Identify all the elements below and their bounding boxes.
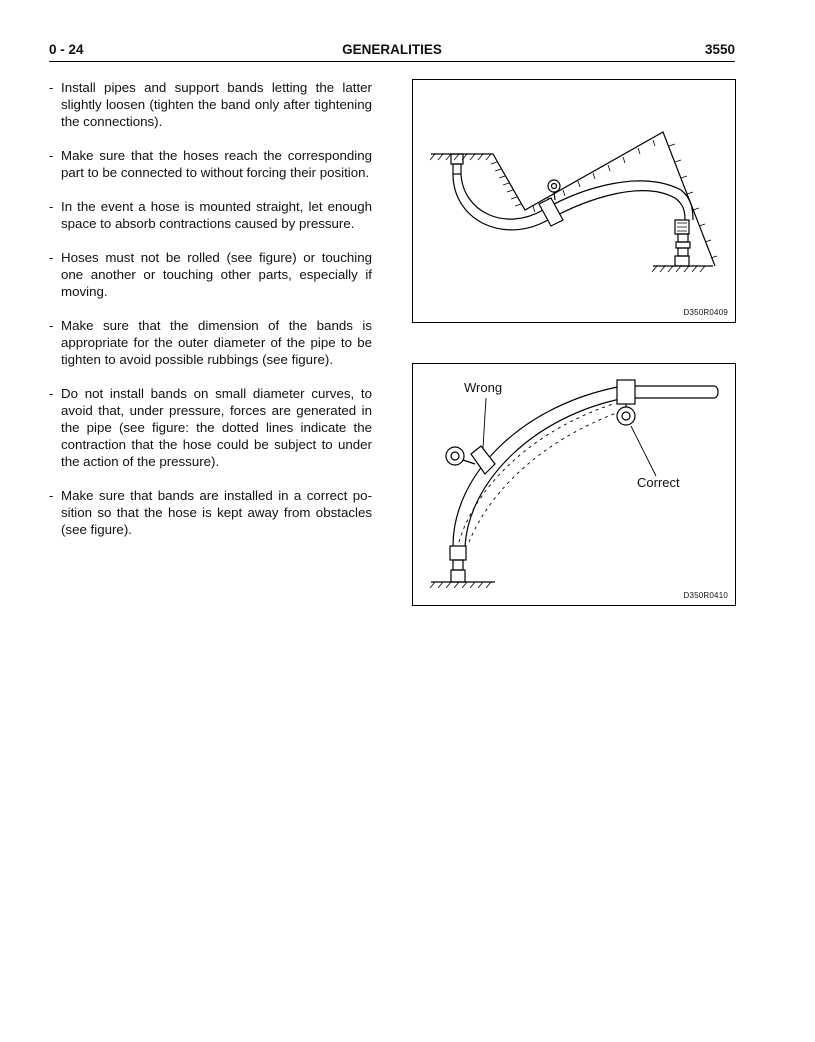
bullet-dash: - xyxy=(49,250,54,265)
band-position-drawing xyxy=(413,364,735,605)
instruction-item xyxy=(49,79,372,130)
bullet-dash: - xyxy=(49,488,54,503)
figure-code: D350R0410 xyxy=(683,591,728,600)
label-correct: Correct xyxy=(637,475,680,490)
bullet-dash: - xyxy=(49,199,54,214)
instruction-text: Do not install bands on small diameter curves, to avoid that, under pressure, forces are generated in the pipe (see figure: the dotted lines indicate the contraction that the hose could be subject to under the action of the pressure). xyxy=(61,386,372,469)
instruction-text: Install pipes and support bands letting the latter slightly loosen (tighten the band only after tightening the connections). xyxy=(61,80,372,129)
figure-code: D350R0409 xyxy=(683,308,728,317)
instruction-text: Make sure that the dimension of the bands is appropriate for the outer diameter of the pipe to be tighten to avoid possible rubbings (see figure). xyxy=(61,318,372,367)
page-number: 0 - 24 xyxy=(49,42,84,57)
model-number: 3550 xyxy=(704,42,735,57)
instruction-item xyxy=(49,249,372,300)
section-title: GENERALITIES xyxy=(342,42,442,57)
instruction-item xyxy=(49,385,372,470)
instruction-text: Make sure that the hoses reach the corresponding part to be connected to without forcing their position. xyxy=(61,148,372,180)
bullet-dash: - xyxy=(49,386,54,401)
instruction-item xyxy=(49,487,372,538)
instruction-text: Hoses must not be rolled (see figure) or touching one another or touching other parts, especially if moving. xyxy=(61,250,372,299)
band-position-figure xyxy=(412,363,736,606)
hose-routing-figure xyxy=(412,79,736,323)
page-header xyxy=(49,41,735,62)
bullet-dash: - xyxy=(49,80,54,95)
bullet-dash: - xyxy=(49,318,54,333)
instruction-item xyxy=(49,198,372,232)
bullet-dash: - xyxy=(49,148,54,163)
hose-routing-drawing xyxy=(413,80,735,322)
instruction-item xyxy=(49,147,372,181)
instruction-text: In the event a hose is mounted straight, let enough space to absorb contractions caused by pressure. xyxy=(61,199,372,231)
instruction-list xyxy=(49,79,372,555)
label-wrong: Wrong xyxy=(464,380,503,395)
instruction-text: Make sure that bands are installed in a correct position so that the hose is kept away from obstacles (see figure). xyxy=(61,488,372,537)
instruction-item xyxy=(49,317,372,368)
